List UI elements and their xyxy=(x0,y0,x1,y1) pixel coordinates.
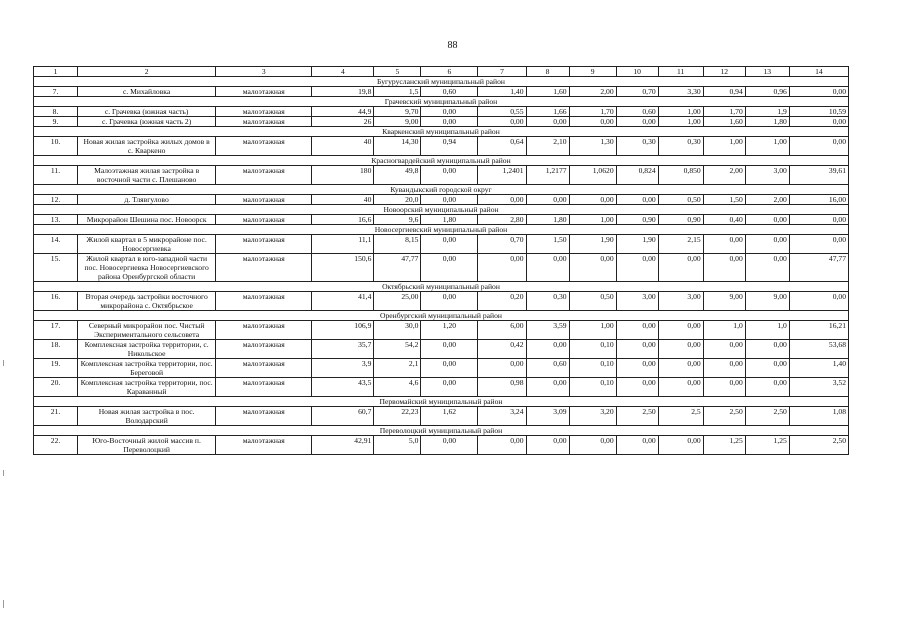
value-cell: 22,23 xyxy=(374,407,421,426)
value-cell: 0,00 xyxy=(421,254,478,282)
value-cell: 1,2177 xyxy=(526,166,569,185)
row-number-cell: 16. xyxy=(34,292,78,311)
table-row xyxy=(34,254,849,282)
district-row xyxy=(34,156,849,166)
value-cell: 2,50 xyxy=(616,407,658,426)
column-number-row xyxy=(34,67,849,77)
value-cell: 9,6 xyxy=(374,215,421,225)
value-cell: 39,61 xyxy=(789,166,848,185)
value-cell: 1,00 xyxy=(658,117,703,127)
row-number-cell: 8. xyxy=(34,107,78,117)
value-cell: 3,52 xyxy=(789,378,848,397)
value-cell: 1,60 xyxy=(703,117,745,127)
value-cell: 2,00 xyxy=(703,166,745,185)
value-cell: 0,10 xyxy=(569,340,616,359)
value-cell: 0,00 xyxy=(478,117,526,127)
value-cell: 1,60 xyxy=(526,87,569,97)
value-cell: 0,55 xyxy=(478,107,526,117)
value-cell: 0,00 xyxy=(421,117,478,127)
value-cell: 0,10 xyxy=(569,378,616,397)
object-name-cell: с. Грачевка (южная часть) xyxy=(78,107,216,117)
value-cell: 3,20 xyxy=(569,407,616,426)
value-cell: 0,20 xyxy=(478,292,526,311)
value-cell: 0,00 xyxy=(658,378,703,397)
value-cell: 0,90 xyxy=(616,215,658,225)
value-cell: 42,91 xyxy=(312,436,374,455)
value-cell: 1,25 xyxy=(703,436,745,455)
value-cell: 16,00 xyxy=(789,195,848,205)
district-row xyxy=(34,205,849,215)
value-cell: 0,00 xyxy=(658,254,703,282)
value-cell: 0,00 xyxy=(789,235,848,254)
value-cell: 0,00 xyxy=(745,359,789,378)
value-cell: 0,00 xyxy=(745,378,789,397)
scan-edge-mark xyxy=(3,470,4,476)
value-cell: 2,80 xyxy=(478,215,526,225)
value-cell: 0,00 xyxy=(421,359,478,378)
value-cell: 0,00 xyxy=(616,378,658,397)
value-cell: 0,00 xyxy=(421,378,478,397)
column-header: 6 xyxy=(421,67,478,77)
value-cell: 0,00 xyxy=(789,137,848,156)
object-name-cell: с. Михайловка xyxy=(78,87,216,97)
value-cell: 40 xyxy=(312,137,374,156)
value-cell: 0,60 xyxy=(616,107,658,117)
district-name: Новосергиевский муниципальный район xyxy=(34,225,849,235)
value-cell: 0,00 xyxy=(658,340,703,359)
district-name: Новоорский муниципальный район xyxy=(34,205,849,215)
value-cell: 2,5 xyxy=(658,407,703,426)
building-type-cell: малоэтажная xyxy=(216,117,312,127)
value-cell: 0,00 xyxy=(526,195,569,205)
value-cell: 1,40 xyxy=(789,359,848,378)
value-cell: 1,5 xyxy=(374,87,421,97)
value-cell: 150,6 xyxy=(312,254,374,282)
table-row xyxy=(34,340,849,359)
district-row xyxy=(34,185,849,195)
value-cell: 3,59 xyxy=(526,321,569,340)
row-number-cell: 19. xyxy=(34,359,78,378)
value-cell: 1,50 xyxy=(526,235,569,254)
value-cell: 53,68 xyxy=(789,340,848,359)
value-cell: 3,00 xyxy=(745,166,789,185)
value-cell: 0,10 xyxy=(569,359,616,378)
value-cell: 3,00 xyxy=(658,292,703,311)
table-row xyxy=(34,378,849,397)
value-cell: 0,30 xyxy=(658,137,703,156)
value-cell: 0,00 xyxy=(658,321,703,340)
value-cell: 0,50 xyxy=(569,292,616,311)
value-cell: 0,00 xyxy=(569,254,616,282)
value-cell: 0,00 xyxy=(526,254,569,282)
column-header: 4 xyxy=(312,67,374,77)
value-cell: 2,15 xyxy=(658,235,703,254)
district-name: Оренбургский муниципальный район xyxy=(34,311,849,321)
row-number-cell: 13. xyxy=(34,215,78,225)
table-row xyxy=(34,117,849,127)
value-cell: 0,00 xyxy=(745,235,789,254)
object-name-cell: Юго-Восточный жилой массив п. Переволоцкий xyxy=(78,436,216,455)
object-name-cell: Жилой квартал в юго-западной части пос. Новосергиевка Новосергиевского района Оренбургской области xyxy=(78,254,216,282)
value-cell: 0,00 xyxy=(658,359,703,378)
table-row xyxy=(34,166,849,185)
value-cell: 0,00 xyxy=(616,340,658,359)
column-header: 9 xyxy=(569,67,616,77)
building-type-cell: малоэтажная xyxy=(216,107,312,117)
value-cell: 0,00 xyxy=(789,117,848,127)
value-cell: 0,00 xyxy=(789,87,848,97)
value-cell: 0,00 xyxy=(478,195,526,205)
value-cell: 0,00 xyxy=(745,254,789,282)
value-cell: 47,77 xyxy=(374,254,421,282)
district-name: Бугурусланский муниципальный район xyxy=(34,77,849,87)
object-name-cell: Комплексная застройка территории, с. Никольское xyxy=(78,340,216,359)
value-cell: 0,96 xyxy=(745,87,789,97)
value-cell: 9,00 xyxy=(703,292,745,311)
table-row xyxy=(34,137,849,156)
building-type-cell: малоэтажная xyxy=(216,407,312,426)
object-name-cell: Микрорайон Шешина пос. Новоорск xyxy=(78,215,216,225)
object-name-cell: Комплексная застройка территории, пос. Береговой xyxy=(78,359,216,378)
value-cell: 1,08 xyxy=(789,407,848,426)
value-cell: 0,00 xyxy=(569,436,616,455)
value-cell: 1,2401 xyxy=(478,166,526,185)
value-cell: 1,50 xyxy=(703,195,745,205)
building-type-cell: малоэтажная xyxy=(216,195,312,205)
value-cell: 0,00 xyxy=(616,117,658,127)
value-cell: 1,90 xyxy=(569,235,616,254)
district-row xyxy=(34,127,849,137)
value-cell: 0,00 xyxy=(616,436,658,455)
value-cell: 2,50 xyxy=(789,436,848,455)
object-name-cell: с. Грачевка (южная часть 2) xyxy=(78,117,216,127)
value-cell: 0,30 xyxy=(616,137,658,156)
housing-construction-table xyxy=(33,66,849,455)
building-type-cell: малоэтажная xyxy=(216,87,312,97)
value-cell: 9,00 xyxy=(374,117,421,127)
page-number: 88 xyxy=(447,40,458,51)
value-cell: 0,40 xyxy=(703,215,745,225)
value-cell: 1,80 xyxy=(745,117,789,127)
row-number-cell: 22. xyxy=(34,436,78,455)
value-cell: 11,1 xyxy=(312,235,374,254)
district-row xyxy=(34,77,849,87)
column-header: 10 xyxy=(616,67,658,77)
row-number-cell: 15. xyxy=(34,254,78,282)
district-name: Красногвардейский муниципальный район xyxy=(34,156,849,166)
value-cell: 43,5 xyxy=(312,378,374,397)
value-cell: 0,00 xyxy=(658,436,703,455)
object-name-cell: Комплексная застройка территории, пос. Караванный xyxy=(78,378,216,397)
value-cell: 0,00 xyxy=(421,166,478,185)
table-row xyxy=(34,321,849,340)
value-cell: 0,00 xyxy=(616,359,658,378)
value-cell: 2,10 xyxy=(526,137,569,156)
value-cell: 1,9 xyxy=(745,107,789,117)
building-type-cell: малоэтажная xyxy=(216,215,312,225)
value-cell: 10,59 xyxy=(789,107,848,117)
value-cell: 1,90 xyxy=(616,235,658,254)
district-row xyxy=(34,225,849,235)
building-type-cell: малоэтажная xyxy=(216,166,312,185)
value-cell: 1,00 xyxy=(703,137,745,156)
value-cell: 0,64 xyxy=(478,137,526,156)
row-number-cell: 12. xyxy=(34,195,78,205)
table-row xyxy=(34,407,849,426)
table-row xyxy=(34,436,849,455)
value-cell: 0,00 xyxy=(703,340,745,359)
value-cell: 9,70 xyxy=(374,107,421,117)
value-cell: 20,0 xyxy=(374,195,421,205)
table-row xyxy=(34,87,849,97)
value-cell: 0,00 xyxy=(421,235,478,254)
value-cell: 0,00 xyxy=(526,378,569,397)
value-cell: 0,60 xyxy=(421,87,478,97)
value-cell: 1,00 xyxy=(745,137,789,156)
value-cell: 1,25 xyxy=(745,436,789,455)
value-cell: 0,00 xyxy=(478,254,526,282)
column-header: 7 xyxy=(478,67,526,77)
value-cell: 26 xyxy=(312,117,374,127)
value-cell: 0,00 xyxy=(526,340,569,359)
table-row xyxy=(34,195,849,205)
district-row xyxy=(34,311,849,321)
building-type-cell: малоэтажная xyxy=(216,359,312,378)
value-cell: 1,40 xyxy=(478,87,526,97)
value-cell: 4,6 xyxy=(374,378,421,397)
district-name: Первомайский муниципальный район xyxy=(34,397,849,407)
value-cell: 0,00 xyxy=(421,436,478,455)
value-cell: 1,80 xyxy=(421,215,478,225)
value-cell: 180 xyxy=(312,166,374,185)
value-cell: 3,09 xyxy=(526,407,569,426)
object-name-cell: Малоэтажная жилая застройка в восточной части с. Плешаново xyxy=(78,166,216,185)
value-cell: 0,90 xyxy=(658,215,703,225)
value-cell: 106,9 xyxy=(312,321,374,340)
value-cell: 3,24 xyxy=(478,407,526,426)
value-cell: 60,7 xyxy=(312,407,374,426)
value-cell: 0,00 xyxy=(421,340,478,359)
value-cell: 0,94 xyxy=(703,87,745,97)
value-cell: 0,850 xyxy=(658,166,703,185)
building-type-cell: малоэтажная xyxy=(216,378,312,397)
value-cell: 0,98 xyxy=(478,378,526,397)
value-cell: 40 xyxy=(312,195,374,205)
value-cell: 0,00 xyxy=(616,195,658,205)
object-name-cell: д. Тлявгулово xyxy=(78,195,216,205)
row-number-cell: 17. xyxy=(34,321,78,340)
value-cell: 49,8 xyxy=(374,166,421,185)
value-cell: 3,00 xyxy=(616,292,658,311)
column-header: 8 xyxy=(526,67,569,77)
district-name: Переволоцкий муниципальный район xyxy=(34,426,849,436)
district-row xyxy=(34,282,849,292)
building-type-cell: малоэтажная xyxy=(216,254,312,282)
value-cell: 0,00 xyxy=(703,378,745,397)
value-cell: 3,9 xyxy=(312,359,374,378)
column-header: 3 xyxy=(216,67,312,77)
column-header: 1 xyxy=(34,67,78,77)
value-cell: 0,42 xyxy=(478,340,526,359)
district-name: Кувандыкский городской округ xyxy=(34,185,849,195)
object-name-cell: Новая жилая застройка в пос. Володарский xyxy=(78,407,216,426)
column-header: 5 xyxy=(374,67,421,77)
district-name: Грачевский муниципальный район xyxy=(34,97,849,107)
object-name-cell: Вторая очередь застройки восточного микрорайона с. Октябрьское xyxy=(78,292,216,311)
value-cell: 0,00 xyxy=(569,195,616,205)
value-cell: 0,00 xyxy=(569,117,616,127)
value-cell: 30,0 xyxy=(374,321,421,340)
building-type-cell: малоэтажная xyxy=(216,340,312,359)
value-cell: 3,30 xyxy=(658,87,703,97)
value-cell: 0,70 xyxy=(616,87,658,97)
value-cell: 0,30 xyxy=(526,292,569,311)
row-number-cell: 20. xyxy=(34,378,78,397)
value-cell: 2,00 xyxy=(569,87,616,97)
scan-edge-mark xyxy=(3,360,4,366)
value-cell: 1,70 xyxy=(703,107,745,117)
value-cell: 1,0620 xyxy=(569,166,616,185)
district-row xyxy=(34,426,849,436)
value-cell: 1,20 xyxy=(421,321,478,340)
value-cell: 5,0 xyxy=(374,436,421,455)
value-cell: 6,00 xyxy=(478,321,526,340)
row-number-cell: 9. xyxy=(34,117,78,127)
value-cell: 25,00 xyxy=(374,292,421,311)
value-cell: 2,1 xyxy=(374,359,421,378)
value-cell: 1,00 xyxy=(569,321,616,340)
column-header: 14 xyxy=(789,67,848,77)
building-type-cell: малоэтажная xyxy=(216,137,312,156)
table-row xyxy=(34,107,849,117)
column-header: 13 xyxy=(745,67,789,77)
value-cell: 0,00 xyxy=(421,195,478,205)
value-cell: 0,00 xyxy=(789,215,848,225)
value-cell: 1,62 xyxy=(421,407,478,426)
value-cell: 0,00 xyxy=(703,359,745,378)
row-number-cell: 21. xyxy=(34,407,78,426)
value-cell: 1,0 xyxy=(745,321,789,340)
object-name-cell: Северный микрорайон пос. Чистый Экспериментального сельсовета xyxy=(78,321,216,340)
value-cell: 19,8 xyxy=(312,87,374,97)
value-cell: 0,70 xyxy=(478,235,526,254)
value-cell: 41,4 xyxy=(312,292,374,311)
value-cell: 2,00 xyxy=(745,195,789,205)
value-cell: 2,50 xyxy=(703,407,745,426)
table-body xyxy=(34,67,849,455)
building-type-cell: малоэтажная xyxy=(216,321,312,340)
value-cell: 0,00 xyxy=(703,254,745,282)
value-cell: 1,00 xyxy=(658,107,703,117)
row-number-cell: 14. xyxy=(34,235,78,254)
column-header: 11 xyxy=(658,67,703,77)
column-header: 12 xyxy=(703,67,745,77)
value-cell: 0,00 xyxy=(745,215,789,225)
row-number-cell: 7. xyxy=(34,87,78,97)
district-name: Кваркенский муниципальный район xyxy=(34,127,849,137)
building-type-cell: малоэтажная xyxy=(216,292,312,311)
building-type-cell: малоэтажная xyxy=(216,235,312,254)
scan-edge-mark xyxy=(3,600,4,608)
value-cell: 1,80 xyxy=(526,215,569,225)
object-name-cell: Жилой квартал в 5 микрорайоне пос. Новосергиевка xyxy=(78,235,216,254)
building-type-cell: малоэтажная xyxy=(216,436,312,455)
value-cell: 0,00 xyxy=(745,340,789,359)
value-cell: 14,30 xyxy=(374,137,421,156)
value-cell: 1,66 xyxy=(526,107,569,117)
table-row xyxy=(34,359,849,378)
value-cell: 9,00 xyxy=(745,292,789,311)
value-cell: 0,60 xyxy=(526,359,569,378)
value-cell: 16,6 xyxy=(312,215,374,225)
value-cell: 1,30 xyxy=(569,137,616,156)
value-cell: 1,00 xyxy=(569,215,616,225)
value-cell: 0,00 xyxy=(703,235,745,254)
value-cell: 0,94 xyxy=(421,137,478,156)
value-cell: 16,21 xyxy=(789,321,848,340)
table-row xyxy=(34,292,849,311)
district-name: Октябрьский муниципальный район xyxy=(34,282,849,292)
value-cell: 0,00 xyxy=(616,254,658,282)
value-cell: 2,50 xyxy=(745,407,789,426)
value-cell: 8,15 xyxy=(374,235,421,254)
object-name-cell: Новая жилая застройка жилых домов в с. Кваркено xyxy=(78,137,216,156)
value-cell: 54,2 xyxy=(374,340,421,359)
value-cell: 44,9 xyxy=(312,107,374,117)
value-cell: 1,70 xyxy=(569,107,616,117)
row-number-cell: 10. xyxy=(34,137,78,156)
value-cell: 0,00 xyxy=(421,292,478,311)
value-cell: 0,00 xyxy=(526,436,569,455)
value-cell: 0,00 xyxy=(478,436,526,455)
row-number-cell: 11. xyxy=(34,166,78,185)
value-cell: 0,00 xyxy=(526,117,569,127)
value-cell: 47,77 xyxy=(789,254,848,282)
row-number-cell: 18. xyxy=(34,340,78,359)
column-header: 2 xyxy=(78,67,216,77)
value-cell: 0,00 xyxy=(421,107,478,117)
district-row xyxy=(34,397,849,407)
value-cell: 1,0 xyxy=(703,321,745,340)
value-cell: 0,824 xyxy=(616,166,658,185)
district-row xyxy=(34,97,849,107)
value-cell: 0,00 xyxy=(478,359,526,378)
value-cell: 35,7 xyxy=(312,340,374,359)
table-row xyxy=(34,235,849,254)
value-cell: 0,00 xyxy=(789,292,848,311)
value-cell: 0,50 xyxy=(658,195,703,205)
value-cell: 0,00 xyxy=(616,321,658,340)
table-row xyxy=(34,215,849,225)
